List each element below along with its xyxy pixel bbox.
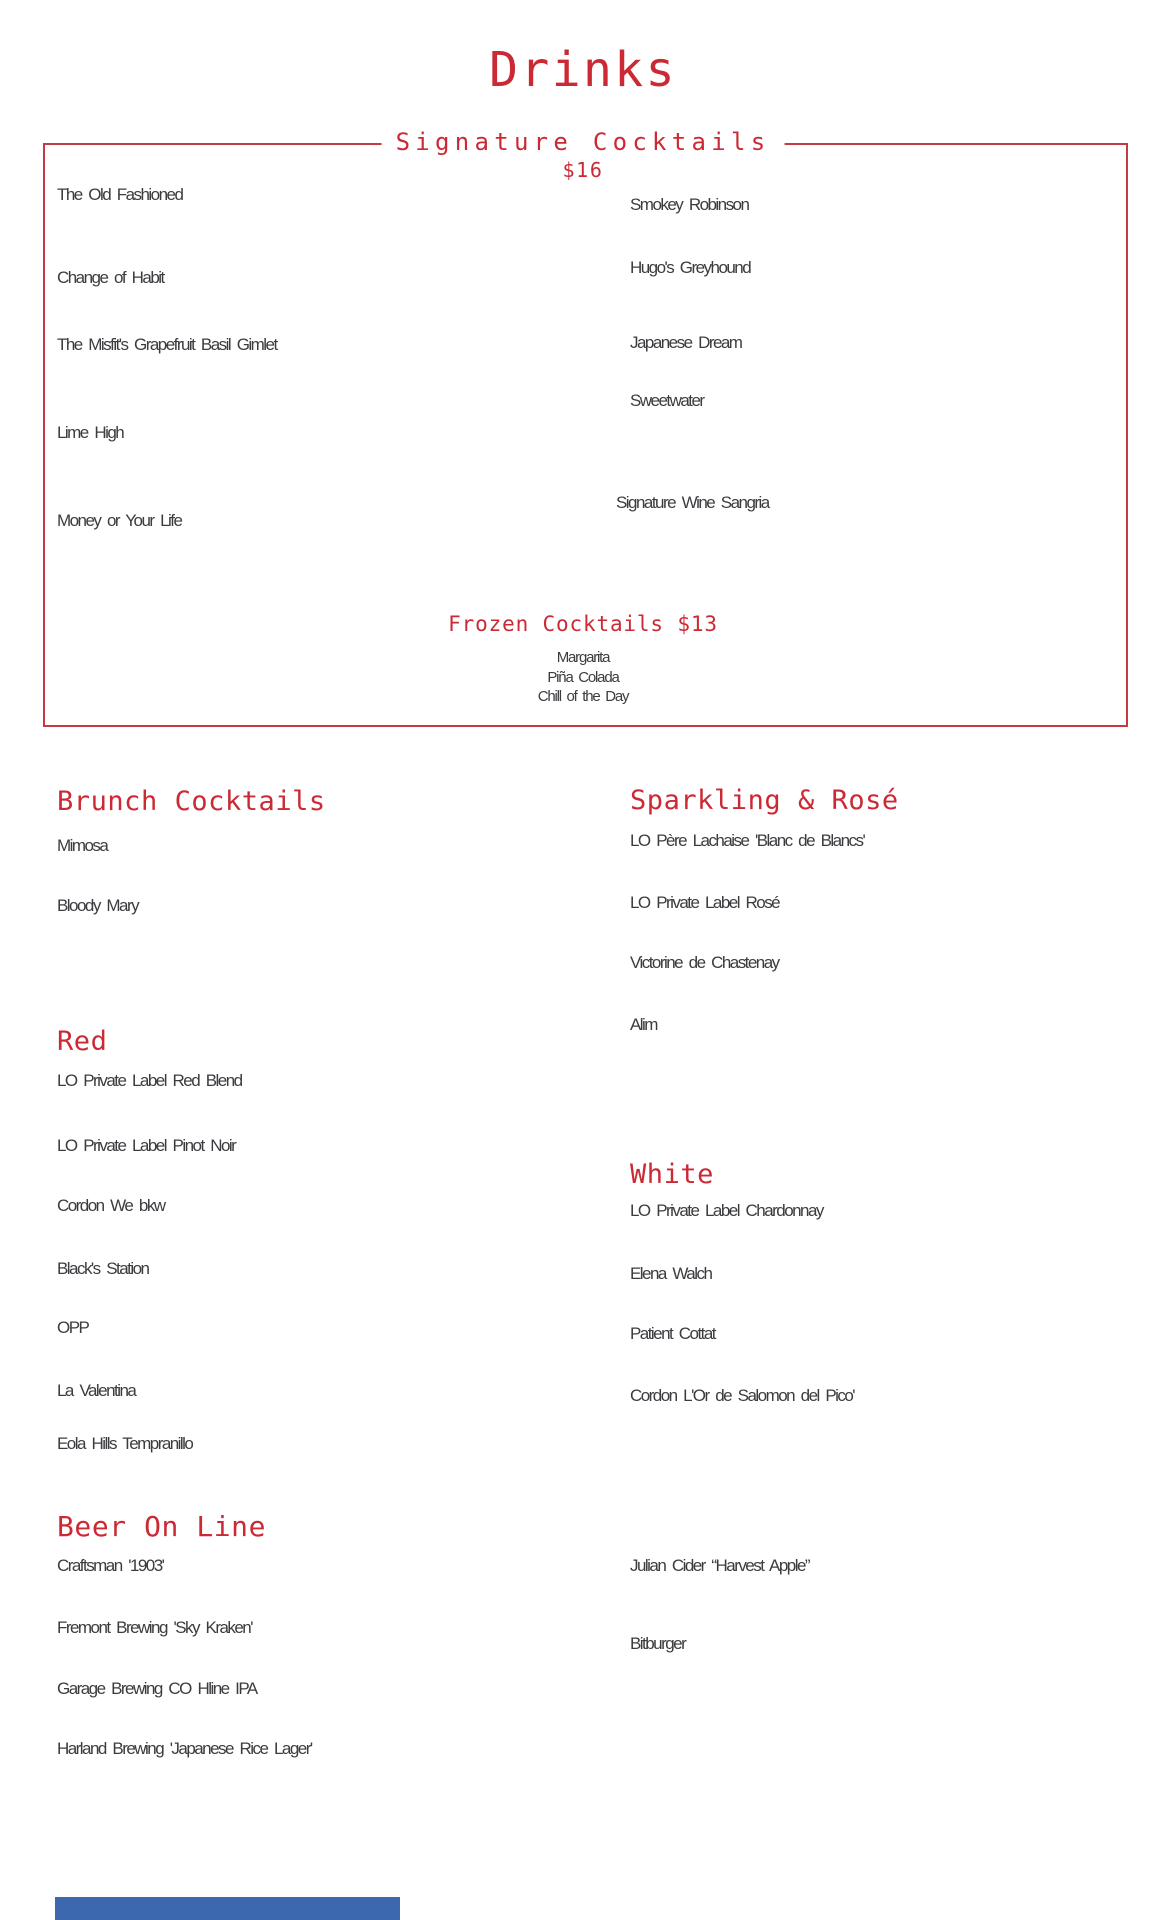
beer-section-heading: Beer On Line <box>57 1510 267 1543</box>
brunch-section-heading: Brunch Cocktails <box>57 786 326 817</box>
menu-item: Sweetwater <box>630 391 704 410</box>
menu-item: Piña Colada <box>547 668 619 686</box>
menu-item: The Misfit's Grapefruit Basil Gimlet <box>57 335 277 354</box>
signature-price: $16 <box>562 158 604 182</box>
menu-item: OPP <box>57 1318 89 1337</box>
menu-item: Bloody Mary <box>57 896 139 915</box>
menu-item: Victorine de Chastenay <box>630 953 779 972</box>
menu-item: Smokey Robinson <box>630 195 749 214</box>
menu-item: Garage Brewing CO Hline IPA <box>57 1679 257 1698</box>
menu-item: Craftsman '1903' <box>57 1556 164 1575</box>
menu-item: Bitburger <box>630 1634 686 1653</box>
menu-item: Change of Habit <box>57 268 164 287</box>
sparkling-section-heading: Sparkling & Rosé <box>630 785 899 816</box>
menu-item: Signature Wine Sangria <box>616 493 769 512</box>
signature-section-frame <box>43 143 1128 727</box>
menu-item: Margarita <box>556 649 610 666</box>
menu-item: Fremont Brewing 'Sky Kraken' <box>57 1618 252 1637</box>
menu-item: LO Private Label Red Blend <box>57 1071 242 1090</box>
menu-item: Black's Station <box>57 1259 149 1278</box>
menu-item: Mimosa <box>57 836 108 855</box>
menu-item: La Valentina <box>57 1381 136 1400</box>
menu-item: Cordon L'Or de Salomon del Pico' <box>630 1386 855 1405</box>
frozen-section-heading: Frozen Cocktails $13 <box>448 612 718 636</box>
menu-item: Lime High <box>57 423 124 442</box>
menu-item: The Old Fashioned <box>57 185 183 204</box>
menu-item: Chill of the Day <box>537 688 629 705</box>
frozen-items <box>0 648 1166 707</box>
menu-item: LO Private Label Rosé <box>630 893 780 912</box>
red-section-heading: Red <box>57 1026 108 1057</box>
footer-blue-bar <box>55 1897 400 1920</box>
menu-item: Harland Brewing 'Japanese Rice Lager' <box>57 1739 312 1758</box>
menu-item: LO Private Label Pinot Noir <box>57 1136 236 1155</box>
menu-item: LO Private Label Chardonnay <box>630 1201 823 1220</box>
menu-item: LO Père Lachaise 'Blanc de Blancs' <box>630 831 865 850</box>
menu-item: Eola Hills Tempranillo <box>57 1434 193 1453</box>
menu-item: Cordon We bkw <box>57 1196 165 1215</box>
menu-item: Japanese Dream <box>630 333 742 352</box>
menu-item: Hugo's Greyhound <box>630 258 751 277</box>
page-title: Drinks <box>489 42 677 98</box>
menu-item: Money or Your Life <box>57 511 182 530</box>
white-section-heading: White <box>630 1159 714 1190</box>
signature-section-heading: Signature Cocktails <box>382 128 785 156</box>
menu-item: Patient Cottat <box>630 1324 715 1343</box>
menu-item: Alim <box>630 1015 657 1034</box>
menu-item: Elena Walch <box>630 1264 712 1283</box>
menu-item: Julian Cider “Harvest Apple” <box>630 1556 810 1575</box>
